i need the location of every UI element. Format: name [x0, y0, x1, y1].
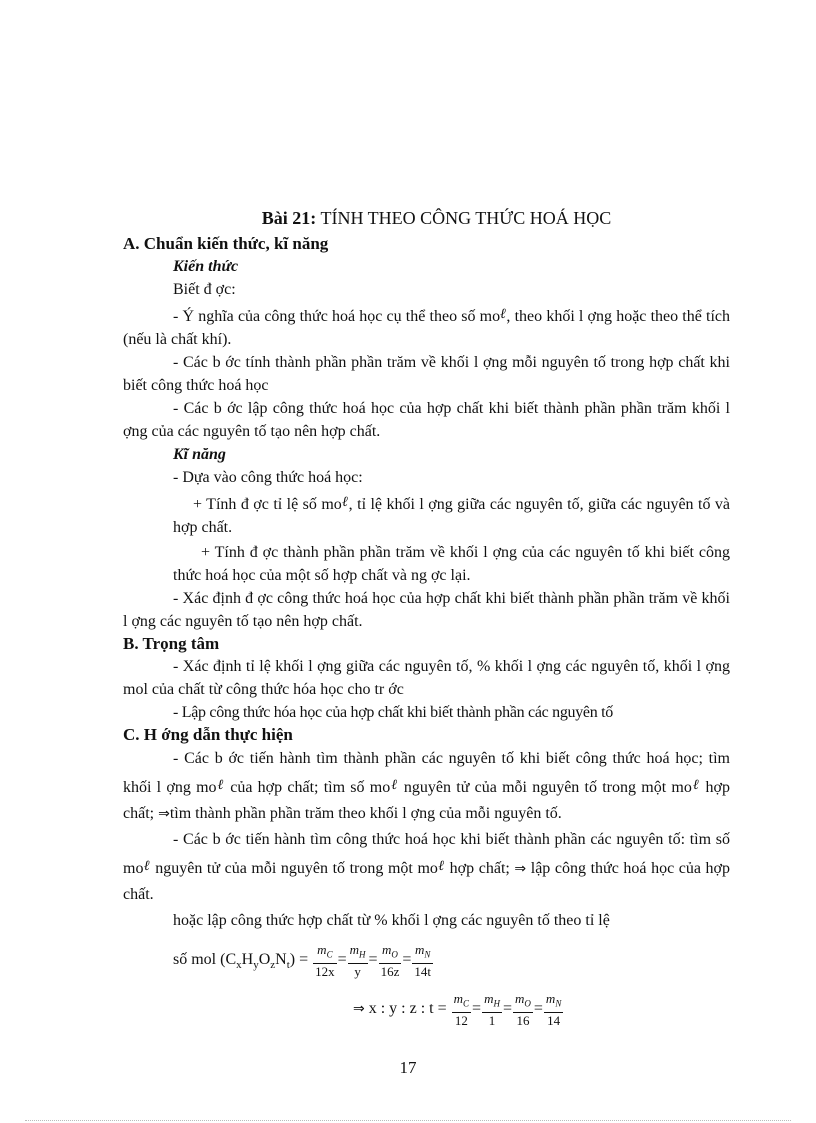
frac-num-sub: O	[524, 998, 531, 1009]
frac-den: 16	[516, 1012, 530, 1028]
sub-x: x	[236, 959, 242, 972]
frac-num-sub: H	[359, 949, 366, 960]
index-ratio-equation	[123, 989, 730, 1029]
skill-item-2-a: + Tính đ ợc tỉ lệ số mo	[193, 496, 342, 513]
biet-duoc-text: Biết đ ợc:	[173, 281, 236, 298]
equals-sign: =	[368, 951, 378, 968]
equals-sign: =	[533, 1000, 543, 1018]
skill-item-2-b: , tỉ lệ khối l ợng giữa các nguyên tố, giữa các nguyên tố và hợp chất.	[173, 496, 731, 536]
fraction-mo	[379, 942, 402, 979]
knowledge-item-1-a: - Ý nghĩa của công thức hoá học cụ thể theo số mo	[173, 308, 501, 325]
frac-num: m	[515, 991, 525, 1007]
sub-z: z	[270, 959, 276, 972]
page-bottom-divider	[25, 1120, 791, 1121]
frac-num-sub: C	[326, 949, 333, 960]
skill-item-3: + Tính đ ợc thành phần phần trăm về khối l ợng của các nguyên tố khi biết công thức hoá học của một số hợp chất và ng ợc lại.	[173, 544, 730, 584]
implies-arrow-icon: ⇒	[353, 1001, 365, 1018]
fraction-mh	[348, 942, 368, 979]
sub-y: y	[253, 959, 259, 972]
frac-den: 14t	[414, 963, 432, 979]
knowledge-item-1	[123, 303, 730, 351]
frac-num: m	[453, 991, 464, 1007]
lesson-title	[123, 205, 730, 231]
focus-item-1: - Xác định tỉ lệ khối l ợng giữa các nguyên tố, % khối l ợng các nguyên tố, khối l ợng mol của chất từ công thức hóa học cho tr ớc	[123, 658, 730, 698]
guide-item-1-c: nguyên tử của mỗi nguyên tố trong một mo	[398, 779, 692, 796]
sub-t: t	[286, 959, 290, 972]
section-a-heading: A. Chuẩn kiến thức, kĩ năng	[123, 234, 329, 253]
section-b-heading: B. Trọng tâm	[123, 634, 220, 653]
frac-den: 12	[454, 1012, 468, 1028]
frac-den: 16z	[380, 963, 400, 979]
fraction-mc	[313, 942, 337, 979]
ki-nang-heading: Kĩ năng	[173, 446, 226, 463]
frac-num: m	[317, 942, 327, 958]
mol-symbol: ℓ	[390, 777, 399, 793]
eq-prefix: số mol (C	[173, 951, 237, 968]
fraction-mh-1	[482, 991, 502, 1028]
knowledge-item-1-b: , theo khối l ợng	[506, 308, 613, 325]
fraction-mc-12	[452, 991, 471, 1028]
knowledge-item-1-c: hoặc theo thể tích (nếu là chất khí).	[123, 308, 730, 348]
guide-item-1-e: tìm thành phần phần trăm theo khối l ợng của mỗi nguyên tố.	[169, 805, 562, 822]
eq2-prefix: x : y : z : t =	[368, 1000, 447, 1018]
fraction-mn-14	[544, 991, 563, 1028]
knowledge-item-3: - Các b ớc lập công thức hoá học của hợp chất khi biết thành phần phần trăm khối l ợng của các nguyên tố tạo nên hợp chất.	[123, 400, 730, 440]
fraction-mn	[412, 942, 433, 979]
guide-item-3: hoặc lập công thức hợp chất từ % khối l ợng các nguyên tố theo tỉ lệ	[173, 912, 610, 929]
guide-item-1-a: - Các b ớc tiến hành tìm thành phần các nguyên tố khi biết công thức hoá học; tìm khối l ợng mo	[123, 750, 730, 796]
knowledge-item-2: - Các b ớc tính thành phần phần trăm về khối l ợng mỗi nguyên tố trong hợp chất khi biết công thức hoá học	[123, 354, 730, 394]
page-number: 17	[399, 1058, 417, 1077]
implies-arrow-icon: ⇒	[158, 806, 170, 822]
guide-item-2-b: nguyên tử của mỗi nguyên tố trong một mo	[150, 860, 438, 877]
frac-num: m	[415, 942, 425, 958]
el-n: N	[275, 951, 287, 968]
mol-symbol: ℓ	[143, 858, 151, 874]
frac-den: 12x	[315, 963, 335, 979]
equals-sign: =	[472, 1000, 482, 1018]
mol-symbol: ℓ	[216, 777, 225, 793]
frac-num-sub: H	[493, 998, 500, 1009]
frac-den: 14	[547, 1012, 561, 1028]
frac-num-sub: O	[391, 949, 398, 960]
mol-symbol: ℓ	[500, 306, 507, 322]
guide-item-1-d: hợp chất;	[123, 779, 731, 822]
guide-item-2	[123, 827, 730, 908]
mol-ratio-equation	[123, 940, 730, 985]
mol-symbol: ℓ	[341, 494, 349, 510]
guide-item-1-b: của hợp chất; tìm số mo	[225, 779, 391, 796]
frac-num: m	[545, 991, 556, 1007]
section-c-heading: C. H ớng dẫn thực hiện	[123, 725, 293, 744]
frac-num-sub: N	[555, 998, 562, 1009]
frac-den: y	[354, 963, 361, 979]
guide-item-2-d: lập công thức hoá học của hợp chất.	[123, 860, 731, 903]
el-o: O	[258, 951, 271, 968]
equals-sign: =	[402, 951, 412, 968]
frac-num: m	[382, 942, 392, 958]
el-h: H	[241, 951, 254, 968]
skill-item-1: - Dựa vào công thức hoá học:	[173, 469, 363, 486]
fraction-mo-16	[513, 991, 533, 1028]
frac-num-sub: N	[424, 949, 431, 960]
guide-item-1	[123, 746, 730, 827]
guide-item-2-a: - Các b ớc tiến hành tìm công thức hoá học khi biết thành phần các nguyên tố: tìm số mo	[123, 831, 730, 877]
frac-den: 1	[488, 1012, 496, 1028]
eq-suffix: ) =	[289, 951, 309, 968]
content-column	[123, 205, 730, 1029]
lesson-name: TÍNH THEO CÔNG THỨC HOÁ HỌC	[320, 208, 612, 228]
implies-arrow-icon: ⇒	[514, 861, 527, 877]
mol-symbol: ℓ	[437, 858, 446, 874]
skill-item-4: - Xác định đ ợc công thức hoá học của hợp chất khi biết thành phần phần trăm về khối l ợng các nguyên tố tạo nên hợp chất.	[123, 590, 730, 630]
guide-item-2-c: hợp chất;	[445, 860, 515, 877]
mol-symbol: ℓ	[691, 777, 701, 793]
focus-item-2: - Lập công thức hóa học của hợp chất khi biết thành phần các nguyên tố	[173, 704, 613, 721]
equals-sign: =	[502, 1000, 512, 1018]
kien-thuc-heading: Kiến thức	[173, 258, 239, 275]
skill-item-2	[123, 491, 730, 539]
frac-num: m	[349, 942, 360, 958]
equals-sign: =	[337, 951, 347, 968]
lesson-number: Bài 21:	[261, 208, 317, 228]
frac-num: m	[484, 991, 494, 1007]
frac-num-sub: C	[463, 998, 470, 1009]
